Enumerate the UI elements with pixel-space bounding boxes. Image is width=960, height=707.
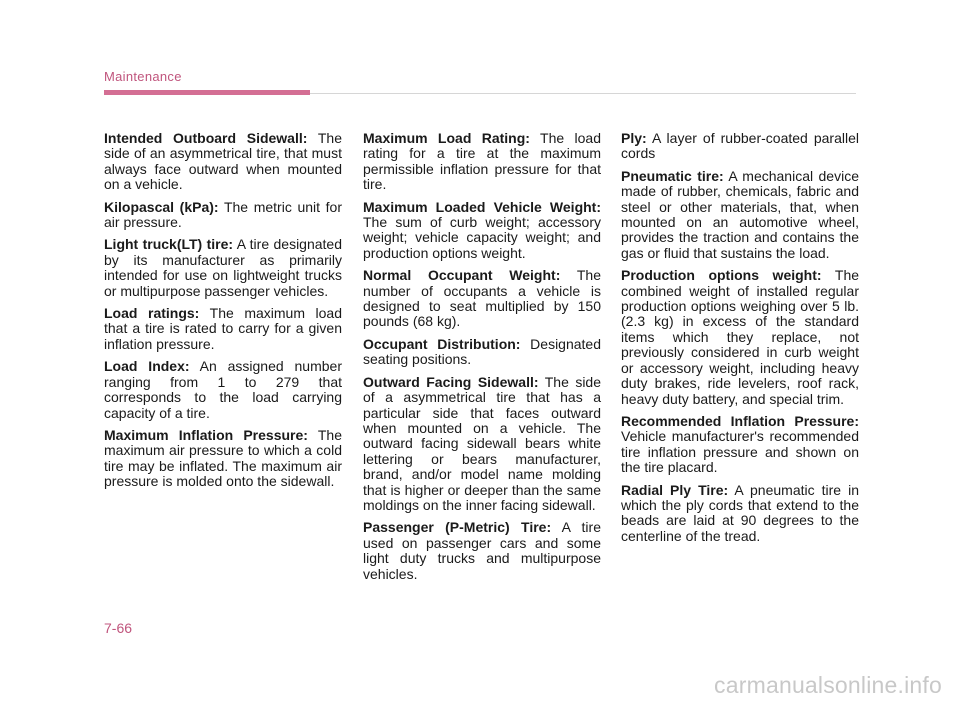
column-1 xyxy=(104,131,342,497)
glossary-term: Normal Occupant Weight: xyxy=(363,267,561,284)
glossary-definition: A tire used on passenger cars and some light duty trucks and multipurpose vehicles. xyxy=(363,519,601,582)
glossary-definition: The maximum load that a tire is rated to carry for a given inflation pressure. xyxy=(104,305,343,352)
glossary-definition: The side of an asymmetrical tire, that must always face outward when mounted on a vehicle. xyxy=(104,130,342,193)
glossary-term: Passenger (P-Metric) Tire: xyxy=(363,519,552,536)
glossary-definition: Vehicle manufacturer's recommended tire inflation pressure and shown on the tire placard. xyxy=(621,428,859,476)
glossary-entry xyxy=(104,428,342,490)
glossary-entry xyxy=(104,306,342,352)
watermark: carmanualsonline.info xyxy=(714,672,942,698)
glossary-term: Outward Facing Sidewall: xyxy=(363,373,539,390)
glossary-term: Load ratings: xyxy=(104,305,200,322)
glossary-term: Ply: xyxy=(621,130,647,146)
glossary-definition: The number of occupants a vehicle is designed to seat multiplied by 150 pounds (68 kg). xyxy=(363,267,601,330)
glossary-definition: A tire designated by its manufacturer as primarily intended for use on lightweight trucks or multipurpose passenger vehicles. xyxy=(104,236,343,299)
glossary-definition: A pneumatic tire in which the ply cords that extend to the beads are laid at 90 degrees to the centerline of the tread. xyxy=(621,481,859,544)
glossary-entry xyxy=(621,414,859,476)
glossary-entry xyxy=(104,131,342,193)
glossary-term: Load Index: xyxy=(104,358,190,375)
page-number: 7-66 xyxy=(104,620,133,636)
glossary-entry xyxy=(104,200,342,231)
column-2 xyxy=(363,131,601,589)
glossary-entry xyxy=(621,131,859,162)
glossary-definition: The load rating for a tire at the maximum permissible inflation pressure for that tire. xyxy=(363,130,601,193)
glossary-entry xyxy=(104,237,342,299)
glossary-definition: Designated seating positions. xyxy=(363,335,601,368)
header-accent-bar xyxy=(104,90,310,95)
glossary-entry xyxy=(363,375,601,514)
glossary-definition: A mechanical device made of rubber, chemicals, fabric and steel or other materials, that, when mounted on an automotive wheel, provides the traction and contains the gas or fluid that sustains the load. xyxy=(621,167,859,261)
glossary-term: Occupant Distribution: xyxy=(363,335,521,352)
glossary-definition: The side of a asymmetrical tire that has a particular side that faces outward when mounted on a vehicle. The outward facing sidewall bears white lettering or bears manufacturer, brand, and/or model name molding that is higher or deeper than the same moldings on the inner facing sidewall. xyxy=(363,373,602,513)
glossary-definition: A layer of rubber-coated parallel cords xyxy=(621,130,859,162)
glossary-definition: An assigned number ranging from 1 to 279 that corresponds to the load carrying capacity of a tire. xyxy=(104,358,342,421)
glossary-term: Radial Ply Tire: xyxy=(621,481,729,498)
glossary-term: Maximum Load Rating: xyxy=(363,130,530,146)
column-3 xyxy=(621,131,859,551)
glossary-entry xyxy=(104,359,342,421)
glossary-term: Recommended Inflation Pressure: xyxy=(621,412,859,429)
glossary-entry xyxy=(363,131,601,193)
glossary-entry xyxy=(363,337,601,368)
glossary-entry xyxy=(621,483,859,545)
glossary-definition: The metric unit for air pressure. xyxy=(104,198,342,231)
glossary-entry xyxy=(363,268,601,330)
glossary-definition: The combined weight of installed regular production options weighing over 5 lb.(2.3 kg) in excess of the standard items which they replace, not previously considered in curb weight or accessory weight, including heavy duty brakes, ride levelers, roof rack, heavy duty battery, and special trim. xyxy=(621,267,860,407)
glossary-term: Kilopascal (kPa): xyxy=(104,198,219,215)
glossary-definition: The maximum air pressure to which a cold tire may be inflated. The maximum air pressure is molded onto the sidewall. xyxy=(104,426,342,490)
glossary-term: Production options weight: xyxy=(621,267,822,284)
glossary-term: Pneumatic tire: xyxy=(621,167,724,184)
glossary-entry xyxy=(363,200,601,262)
glossary-term: Maximum Inflation Pressure: xyxy=(104,426,308,443)
glossary-entry xyxy=(621,169,859,261)
glossary-definition: The sum of curb weight; accessory weight; vehicle capacity weight; and production options weight. xyxy=(363,214,601,261)
glossary-entry xyxy=(363,520,601,582)
glossary-entry xyxy=(621,268,859,407)
glossary-term: Maximum Loaded Vehicle Weight: xyxy=(363,198,601,215)
section-title: Maintenance xyxy=(104,69,182,84)
glossary-term: Intended Outboard Sidewall: xyxy=(104,130,308,146)
glossary-term: Light truck(LT) tire: xyxy=(104,236,234,253)
